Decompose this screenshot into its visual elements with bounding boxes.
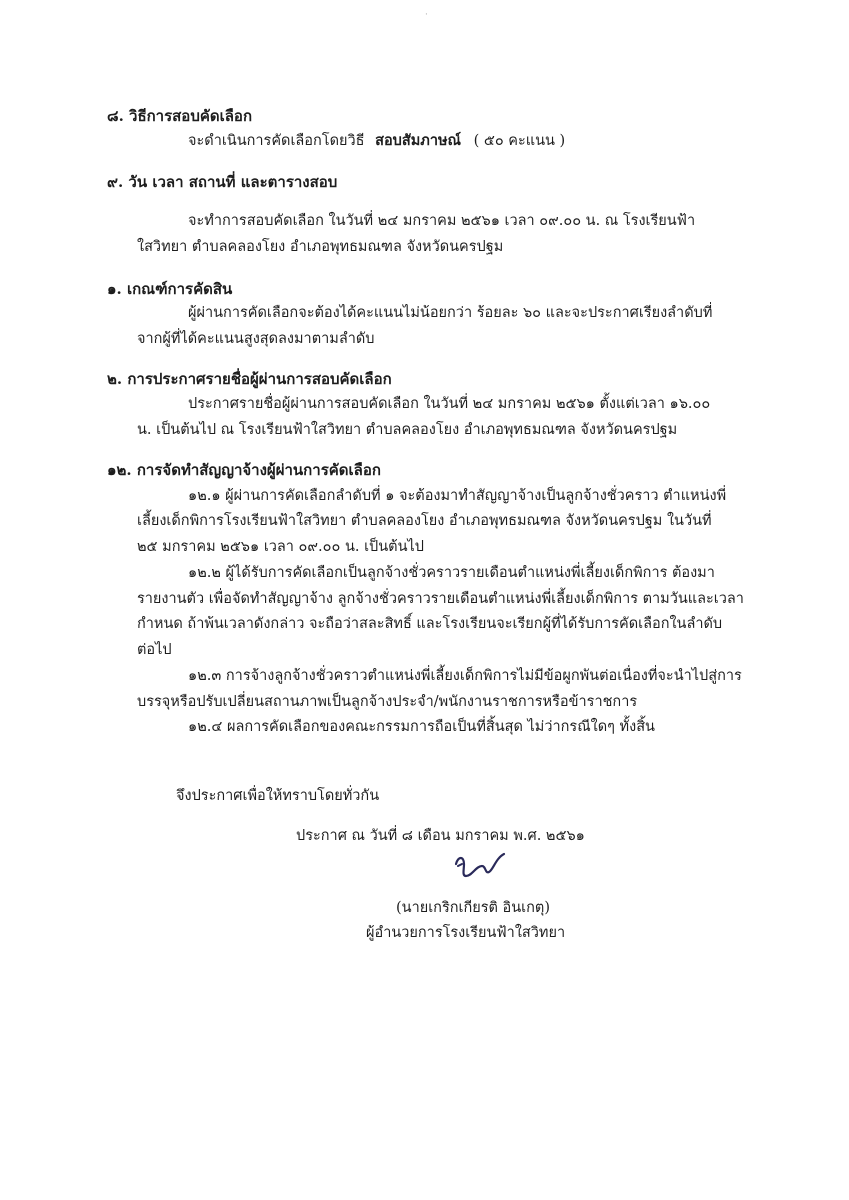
signature-image: [452, 850, 522, 890]
section-12-3-line-1: ๑๒.๓ การจ้างลูกจ้างชั่วคราวตำแหน่งพี่เลี้ยงเด็กพิการไม่มีข้อผูกพันต่อเนื่องที่จะนำไปสู่การ: [188, 668, 742, 684]
section-10-line-2: จากผู้ที่ได้คะแนนสูงสุดลงมาตามลำดับ: [137, 331, 375, 347]
section-11-line-1: ประกาศรายชื่อผู้ผ่านการสอบคัดเลือก ในวันที่ ๒๔ มกราคม ๒๕๖๑ ตั้งแต่เวลา ๑๖.๐๐: [188, 396, 711, 412]
section-12-4-line-1: ๑๒.๔ ผลการคัดเลือกของคณะกรรมการถือเป็นที่สิ้นสุด ไม่ว่ากรณีใดๆ ทั้งสิ้น: [188, 719, 655, 735]
section-8-heading: ๘. วิธีการสอบคัดเลือก: [107, 107, 253, 125]
section-9-line-2: ใสวิทยา ตำบลคลองโยง อำเภอพุทธมณฑล จังหวัดนครปฐม: [137, 239, 504, 255]
section-10-line-1: ผู้ผ่านการคัดเลือกจะต้องได้คะแนนไม่น้อยกว่า ร้อยละ ๖๐ และจะประกาศเรียงลำดับที่: [188, 305, 713, 321]
section-9-line-1: จะทำการสอบคัดเลือก ในวันที่ ๒๔ มกราคม ๒๕๖๑ เวลา ๐๙.๐๐ น. ณ โรงเรียนฟ้า: [188, 213, 696, 229]
scan-speck: ·: [425, 10, 428, 20]
section-8-text: [188, 131, 565, 151]
section-12-2-line-2: รายงานตัว เพื่อจัดทำสัญญาจ้าง ลูกจ้างชั่วคราวรายเดือนตำแหน่งพี่เลี้ยงเด็กพิการ ตามวันและเวลา: [137, 591, 744, 607]
section-12-2-line-4: ต่อไป: [137, 642, 172, 658]
section-12-1-line-2: เลี้ยงเด็กพิการโรงเรียนฟ้าใสวิทยา ตำบลคลองโยง อำเภอพุทธมณฑล จังหวัดนครปฐม ในวันที่: [137, 513, 712, 529]
closing-announcement: จึงประกาศเพื่อให้ทราบโดยทั่วกัน: [176, 788, 380, 804]
section-12-2-line-1: ๑๒.๒ ผู้ได้รับการคัดเลือกเป็นลูกจ้างชั่วคราวรายเดือนตำแหน่งพี่เลี้ยงเด็กพิการ ต้องมา: [188, 565, 715, 581]
announcement-date: ประกาศ ณ วันที่ ๘ เดือน มกราคม พ.ศ. ๒๕๖๑: [296, 828, 585, 844]
signer-title: ผู้อำนวยการโรงเรียนฟ้าใสวิทยา: [366, 925, 566, 941]
section-12-1-line-1: ๑๒.๑ ผู้ผ่านการคัดเลือกลำดับที่ ๑ จะต้องมาทำสัญญาจ้างเป็นลูกจ้างชั่วคราว ตำแหน่งพี่: [188, 488, 727, 504]
section-12-heading: ๑๒. การจัดทำสัญญาจ้างผู้ผ่านการคัดเลือก: [107, 461, 381, 479]
section-8-score: ( ๕๐ คะแนน ): [473, 133, 566, 149]
section-11-heading: ๒. การประกาศรายชื่อผู้ผ่านการสอบคัดเลือก: [107, 370, 392, 388]
section-12-1-line-3: ๒๕ มกราคม ๒๕๖๑ เวลา ๐๙.๐๐ น. เป็นต้นไป: [137, 539, 424, 555]
section-8-method: สอบสัมภาษณ์: [375, 132, 461, 149]
section-10-heading: ๑. เกณฑ์การคัดสิน: [107, 280, 233, 298]
section-12-2-line-3: กำหนด ถ้าพ้นเวลาดังกล่าว จะถือว่าสละสิทธิ์ และโรงเรียนจะเรียกผู้ที่ได้รับการคัดเลือกในลำดับ: [137, 616, 723, 632]
signer-name: (นายเกริกเกียรติ อินเกตุ): [396, 900, 550, 916]
section-8-prefix: จะดำเนินการคัดเลือกโดยวิธี: [188, 133, 365, 149]
section-11-line-2: น. เป็นต้นไป ณ โรงเรียนฟ้าใสวิทยา ตำบลคลองโยง อำเภอพุทธมณฑล จังหวัดนครปฐม: [137, 422, 678, 438]
section-9-heading: ๙. วัน เวลา สถานที่ และตารางสอบ: [107, 173, 338, 191]
section-12-3-line-2: บรรจุหรือปรับเปลี่ยนสถานภาพเป็นลูกจ้างประจำ/พนักงานราชการหรือข้าราชการ: [137, 694, 638, 710]
